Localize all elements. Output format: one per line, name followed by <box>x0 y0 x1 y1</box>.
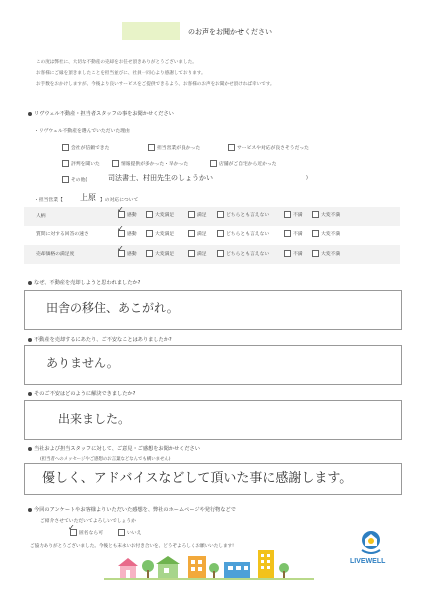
livewell-logo-icon <box>356 530 386 556</box>
reason-option[interactable] <box>62 160 100 167</box>
reason-label: 評判を聞いた <box>71 162 100 167</box>
question-text: 当社および担当スタッフに対して、ご意見・ご感想をお聞かせください <box>34 446 200 452</box>
rating-label: 人柄 <box>36 214 46 219</box>
answer-3: 出来ました。 <box>58 412 131 426</box>
checkbox[interactable] <box>62 144 69 151</box>
checkbox[interactable] <box>62 160 69 167</box>
reason-option[interactable] <box>112 160 188 167</box>
checkbox[interactable] <box>228 144 235 151</box>
reason-label: サービスや対応が良さそうだった <box>237 146 309 151</box>
check-mark-icon: ✓ <box>117 224 124 233</box>
reason-label: 担当営業が良かった <box>157 146 201 151</box>
check-mark-icon: ✓ <box>117 244 124 253</box>
rating-label: 質問に対する回答の速さ <box>36 232 89 237</box>
staff-name: 上原 <box>80 193 96 202</box>
feedback-note: (担当者へのメッセージやご感想のお言葉などなんでも構いません) <box>40 457 171 462</box>
tree-icon <box>142 560 154 578</box>
checkbox[interactable] <box>210 160 217 167</box>
reason-label: 店舗がご自宅から近かった <box>219 162 277 167</box>
rating-option[interactable]: 感動 <box>118 211 137 218</box>
consent-yes-label: 匿名なら可 <box>79 531 103 536</box>
brand-name: LIVEWELL <box>350 558 386 565</box>
other-close: ) <box>306 176 308 181</box>
page-title: のお声をお聞かせください <box>188 28 272 36</box>
building-icon <box>188 556 206 578</box>
rating-option[interactable]: 感動 <box>118 230 137 237</box>
question-text: そのご不安はどのように解決できましたか? <box>34 391 136 397</box>
reason-label: 情報提供が多かった・早かった <box>121 162 189 167</box>
intro-line-3: お手数をおかけしますが、今後より良いサービスをご提供できるよう、お客様のお声をお聞かせ頂ければ幸いです。 <box>36 82 275 87</box>
rating-option[interactable]: 大変不満 <box>312 211 340 218</box>
building-icon <box>258 550 274 578</box>
rating-option[interactable]: 不満 <box>284 250 303 257</box>
rating-option[interactable]: 不満 <box>284 230 303 237</box>
feedback-answer: 優しく、アドバイスなどして頂いた事に感謝します。 <box>42 471 353 486</box>
consent-no-label: いいえ <box>127 531 142 536</box>
house-icon <box>156 556 180 578</box>
checkbox[interactable] <box>62 176 69 183</box>
reason-other[interactable] <box>62 176 87 183</box>
rating-option[interactable]: 満足 <box>188 211 207 218</box>
rating-option[interactable]: 大変満足 <box>146 230 174 237</box>
checkbox[interactable] <box>112 160 119 167</box>
other-handwritten: 司法書士、村田先生のしょうかい <box>108 174 213 182</box>
reasons-heading: ・リヴウェル不動産を選んでいただいた理由 <box>34 129 130 134</box>
rating-option[interactable]: 不満 <box>284 211 303 218</box>
rating-option[interactable]: 満足 <box>188 250 207 257</box>
question-text: なぜ、不動産を売却しようと思われましたか? <box>34 280 141 286</box>
rating-option[interactable]: 大変満足 <box>146 250 174 257</box>
answer-2: ありません。 <box>46 356 119 370</box>
rating-scale-row-1 <box>118 211 418 219</box>
check-mark-icon: ✓ <box>68 523 75 532</box>
bullet-icon <box>28 281 32 285</box>
rating-scale-row-3 <box>118 250 418 258</box>
reasons-heading-text: リヴウェル不動産を選んでいただいた理由 <box>38 129 130 134</box>
bullet-icon <box>28 508 32 512</box>
checkbox[interactable] <box>148 144 155 151</box>
consent-line-1: 今回のアンケートやお客様よりいただいた感想を、弊社のホームページや発行物などで <box>34 507 236 513</box>
rating-label: 売却価格の満足度 <box>36 252 75 257</box>
check-mark-icon: ✓ <box>117 205 124 214</box>
feedback-question <box>28 445 200 452</box>
rating-option[interactable]: 感動 <box>118 250 137 257</box>
reason-option[interactable] <box>148 144 200 151</box>
rating-option[interactable]: 大変不満 <box>312 230 340 237</box>
building-icon <box>224 562 250 578</box>
rating-scale-row-2 <box>118 230 418 238</box>
tree-icon <box>209 563 219 578</box>
section1-heading <box>28 110 174 117</box>
bullet-icon <box>28 447 32 451</box>
rating-option[interactable]: 満足 <box>188 230 207 237</box>
house-icon <box>118 558 138 578</box>
reason-option[interactable] <box>62 144 109 151</box>
header-highlight <box>122 22 180 40</box>
rating-option[interactable]: 大変満足 <box>146 211 174 218</box>
bullet-icon <box>28 112 32 116</box>
question-text: 不動産を売却するにあたり、ご不安なことはありましたか? <box>34 337 172 343</box>
reason-option[interactable] <box>228 144 309 151</box>
rating-option[interactable]: どちらとも言えない <box>217 230 269 237</box>
consent-option-yes[interactable] <box>70 529 103 536</box>
consent-question <box>28 506 236 513</box>
answer-1: 田舎の移住、あこがれ。 <box>46 301 179 315</box>
bullet-icon <box>28 392 32 396</box>
other-label: その他( <box>71 178 88 183</box>
question-3 <box>28 390 135 397</box>
question-1 <box>28 279 140 286</box>
rating-option[interactable]: 大変不満 <box>312 250 340 257</box>
checkbox[interactable] <box>118 529 125 536</box>
question-2 <box>28 336 172 343</box>
staff-suffix: 】の対応について <box>100 198 139 203</box>
consent-line-2: ご紹介させていただいてよろしいでしょうか <box>40 519 136 524</box>
intro-line-2: お客様にご縁を頂きましたことを担当並びに、社員一同心より感謝しております。 <box>36 71 206 76</box>
bullet-icon <box>28 338 32 342</box>
intro-line-1: この度は弊社に、大切な不動産の売却をお任せ頂きありがとうございました。 <box>36 60 197 65</box>
tree-icon <box>279 563 289 578</box>
consent-option-no[interactable] <box>118 529 141 536</box>
staff-line: ・担当営業【 <box>34 198 63 203</box>
thanks-text: ご協力ありがとうございました。今後とも末永いお付き合いを、どうぞよろしくお願いいたします! <box>30 544 234 549</box>
reason-label: 会社が信頼できた <box>71 146 110 151</box>
section1-heading-text: リヴウェル不動産・担当者スタッフの事をお聞かせください <box>34 111 174 117</box>
rating-option[interactable]: どちらとも言えない <box>217 211 269 218</box>
rating-option[interactable]: どちらとも言えない <box>217 250 269 257</box>
reason-option[interactable] <box>210 160 277 167</box>
town-illustration <box>104 548 314 582</box>
staff-prefix: 担当営業【 <box>38 198 63 203</box>
